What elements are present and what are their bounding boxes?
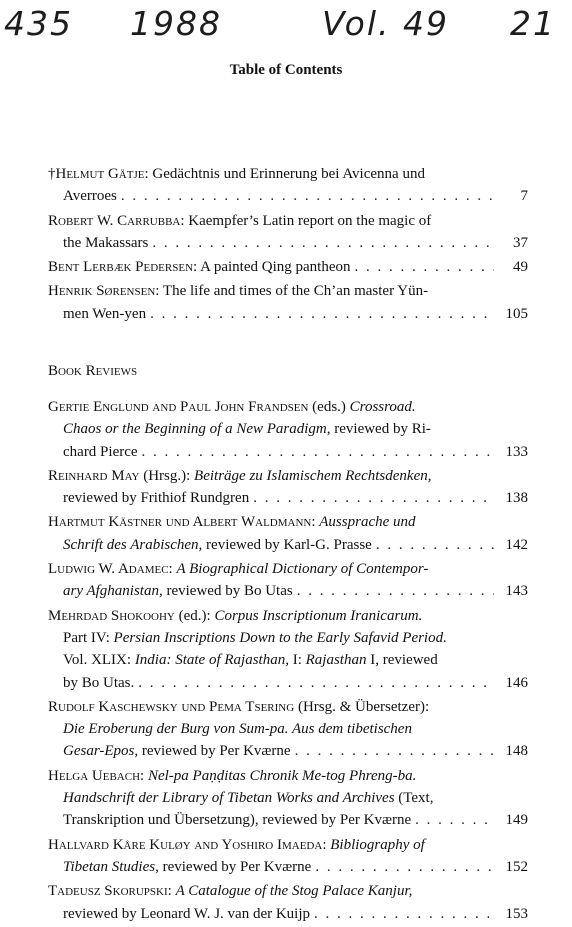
entry-line-text xyxy=(63,856,311,878)
entry-text: (ed.): xyxy=(174,607,215,624)
book-title-text: Persian Inscriptions Down to the Early Safavid Period. xyxy=(113,629,447,646)
review-entry xyxy=(48,558,528,603)
entry-text: chard Pierce xyxy=(63,443,138,460)
entry-line xyxy=(48,809,528,831)
leader-dots xyxy=(138,672,494,694)
book-title-text: Gesar-Epos, xyxy=(63,743,139,760)
entry-text: reviewed by Bo Utas xyxy=(162,583,293,600)
leader-dots xyxy=(253,487,494,509)
entry-text: (Text, xyxy=(394,790,434,807)
leader-dots xyxy=(142,441,494,463)
entry-line xyxy=(48,696,528,718)
entry-line xyxy=(48,511,528,533)
leader-dots xyxy=(415,809,494,831)
book-title-text: Chaos or the Beginning of a New Paradigm, xyxy=(63,421,331,438)
author-name: Bent Lerbæk Pedersen xyxy=(48,259,194,276)
author-name: Helga Uebach xyxy=(48,767,141,784)
entry-text: I, reviewed xyxy=(366,652,438,669)
entry-line xyxy=(48,232,528,254)
entry-line xyxy=(48,856,528,878)
entry-line xyxy=(48,880,528,902)
leader-dots xyxy=(376,534,494,556)
author-name: Rudolf Kaschewsky und Pema Tsering xyxy=(48,698,295,715)
book-title-text: A Catalogue of the Stog Palace Kanjur, xyxy=(175,883,413,900)
entry-text: : xyxy=(168,561,177,578)
leader-dots xyxy=(152,232,494,254)
entry-text: reviewed by Frithiof Rundgren xyxy=(63,490,250,507)
review-entry xyxy=(48,765,528,832)
entry-line-text xyxy=(63,534,372,556)
page-number: 105 xyxy=(505,305,528,322)
review-entry xyxy=(48,511,528,556)
entry-line xyxy=(48,465,528,487)
entry-text: : xyxy=(311,514,320,531)
entry-line xyxy=(48,534,528,556)
entry-line xyxy=(48,441,528,463)
entry-text: (Hrsg.): xyxy=(139,467,195,484)
entry-text: (eds.) xyxy=(308,399,350,415)
entry-text: the Makassars xyxy=(63,234,149,251)
review-entry xyxy=(48,834,528,879)
entry-text: (Hrsg. & Übersetzer): xyxy=(294,698,430,715)
handwritten-issue: 21 xyxy=(510,4,556,43)
entry-line xyxy=(48,418,528,440)
entry-text: reviewed by Leonard W. J. van der Kuijp xyxy=(63,905,311,922)
entry-text: : Kaempfer’s Latin report on the magic of xyxy=(180,212,432,229)
entry-line-text xyxy=(63,580,293,602)
entry-line xyxy=(48,280,528,302)
book-title-text: ary Afghanistan, xyxy=(63,583,163,600)
author-name: Tadeusz Skorupski xyxy=(48,883,168,900)
entry-line xyxy=(48,487,528,509)
leader-dots xyxy=(355,256,495,278)
entry-line-text xyxy=(63,303,146,325)
book-title-text: Beiträge zu Islamischem Rechtsdenken, xyxy=(194,467,432,484)
book-title-text: Corpus Inscriptionum Iranicarum. xyxy=(214,607,423,624)
author-name: Gertie Englund and Paul John Frandsen xyxy=(48,399,309,415)
handwritten-volume: Vol. 49 xyxy=(322,4,449,43)
review-entry xyxy=(48,465,528,510)
book-title-text: Nel-pa Paṇḍitas Chronik Me-tog Phreng-ba. xyxy=(147,767,417,784)
entry-line xyxy=(48,672,528,694)
entry-text: Averroes xyxy=(63,188,117,205)
book-title-text: Handschrift der Library of Tibetan Works and Archives xyxy=(63,790,395,807)
entry-line xyxy=(48,787,528,809)
page-number: 148 xyxy=(505,743,528,760)
page-number: 138 xyxy=(505,490,528,507)
entry-text: : xyxy=(322,836,331,853)
entry-text: : xyxy=(167,883,176,900)
leader-dots xyxy=(297,580,494,602)
book-title-text: Crossroad. xyxy=(349,399,416,415)
article-entry xyxy=(48,210,528,255)
entry-line xyxy=(48,303,528,325)
entry-line xyxy=(48,834,528,856)
author-name: Robert W. Carrubba xyxy=(48,212,181,229)
book-title-text: A Biographical Dictionary of Contempor- xyxy=(176,561,429,578)
article-entry xyxy=(48,280,528,325)
entry-line xyxy=(48,163,528,185)
entry-line xyxy=(48,740,528,762)
author-name: Hartmut Kästner und Albert Waldmann xyxy=(48,514,312,531)
entry-text: : A painted Qing pantheon xyxy=(193,259,351,276)
entry-line-text xyxy=(63,903,310,925)
entry-line-text xyxy=(63,809,411,831)
page-number: 7 xyxy=(520,188,528,205)
page-number: 146 xyxy=(505,674,528,691)
leader-dots xyxy=(314,903,494,925)
leader-dots xyxy=(295,740,494,762)
entry-text: : The life and times of the Ch’an master Yün- xyxy=(155,283,429,300)
articles-list xyxy=(48,163,528,327)
page-number: 152 xyxy=(505,858,528,875)
book-reviews-list xyxy=(48,396,528,925)
entry-line xyxy=(48,185,528,207)
entry-text: : Gedächtnis und Erinnerung bei Avicenna und xyxy=(144,166,425,182)
handwritten-year: 1988 xyxy=(130,4,222,43)
article-entry xyxy=(48,256,528,278)
entry-text: Transkription und Übersetzung), reviewed by Per Kværne xyxy=(63,812,412,829)
author-name: Reinhard May xyxy=(48,467,140,484)
entry-text: Vol. XLIX: xyxy=(63,652,135,669)
page-number: 153 xyxy=(505,905,528,922)
entry-text: men Wen-yen xyxy=(63,305,147,322)
review-entry xyxy=(48,605,528,694)
page-number: 149 xyxy=(505,812,528,829)
entry-text: reviewed by Ri- xyxy=(330,421,431,438)
entry-text: by Bo Utas. xyxy=(63,674,135,691)
entry-line xyxy=(48,627,528,649)
entry-text: reviewed by Per Kværne xyxy=(158,858,312,875)
author-name: Hallvard Kåre Kuløy and Yoshiro Imaeda xyxy=(48,836,323,853)
leader-dots xyxy=(150,303,494,325)
entry-line xyxy=(48,903,528,925)
entry-line xyxy=(48,718,528,740)
author-name: Mehrdad Shokoohy xyxy=(48,607,175,624)
book-title-text: Schrift des Arabischen, xyxy=(63,536,203,553)
book-title-text: Tibetan Studies, xyxy=(63,858,159,875)
entry-line-text xyxy=(63,232,148,254)
author-name: †Helmut Gätje xyxy=(48,166,145,182)
entry-line-text xyxy=(63,441,138,463)
entry-line-text xyxy=(63,740,291,762)
review-entry xyxy=(48,696,528,763)
page-number: 49 xyxy=(513,259,528,276)
leader-dots xyxy=(315,856,494,878)
page-number: 37 xyxy=(513,234,528,251)
entry-line xyxy=(48,558,528,580)
entry-line-text xyxy=(48,256,351,278)
entry-line xyxy=(48,396,528,418)
article-entry xyxy=(48,163,528,208)
entry-text: I: xyxy=(288,652,306,669)
entry-line xyxy=(48,580,528,602)
page-number: 133 xyxy=(505,443,528,460)
entry-line xyxy=(48,210,528,232)
entry-line-text xyxy=(63,185,117,207)
book-title-text: Aussprache und xyxy=(319,514,416,531)
page-number: 143 xyxy=(505,583,528,600)
entry-text: reviewed by Per Kværne xyxy=(138,743,291,760)
entry-line-text xyxy=(63,487,249,509)
book-reviews-heading: Book Reviews xyxy=(48,363,138,379)
page-number: 142 xyxy=(505,536,528,553)
entry-text: reviewed by Karl-G. Prasse xyxy=(202,536,372,553)
handwritten-number: 435 xyxy=(4,4,73,43)
review-entry xyxy=(48,880,528,925)
page-title: Table of Contents xyxy=(229,62,343,78)
book-reviews-section xyxy=(48,361,528,927)
book-title-text: Die Eroberung der Burg von Sum-pa. Aus dem tibetischen xyxy=(63,721,412,738)
entry-line xyxy=(48,256,528,278)
entry-text: : xyxy=(140,767,148,784)
book-title-text: Bibliography of xyxy=(330,836,425,853)
entry-line-text xyxy=(63,672,134,694)
book-title-text: India: State of Rajasthan, xyxy=(134,652,289,669)
author-name: Ludwig W. Adamec xyxy=(48,561,169,578)
entry-line xyxy=(48,649,528,671)
entry-text: Part IV: xyxy=(63,629,114,646)
book-title-text: Rajasthan xyxy=(305,652,367,669)
author-name: Henrik Sørensen xyxy=(48,283,156,300)
entry-line xyxy=(48,605,528,627)
leader-dots xyxy=(121,185,494,207)
review-entry xyxy=(48,396,528,463)
entry-line xyxy=(48,765,528,787)
